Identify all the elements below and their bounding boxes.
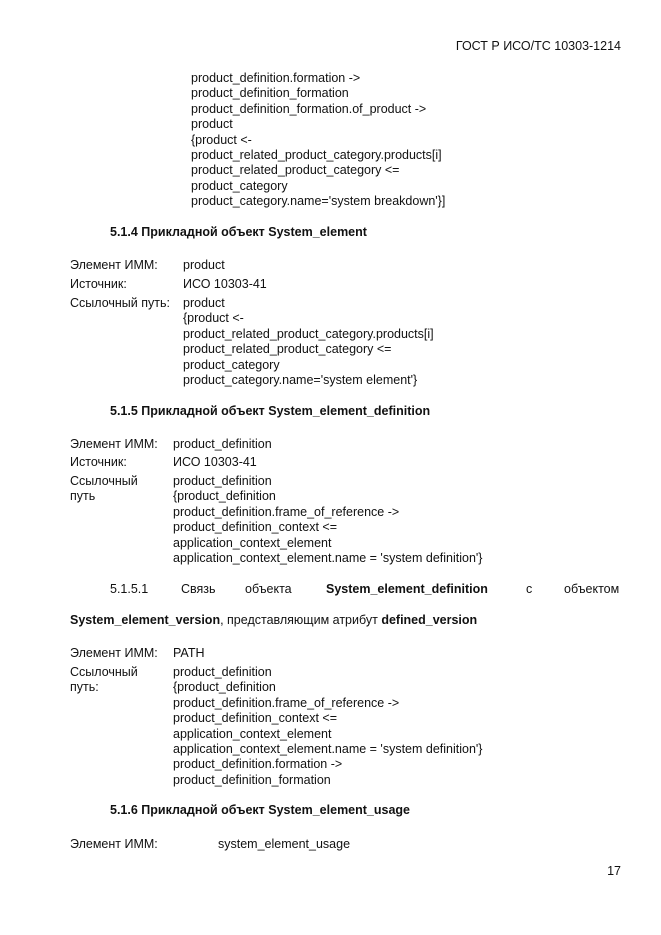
subsection-object-name: System_element_definition bbox=[326, 582, 488, 596]
subsection-number: 5.1.5.1 bbox=[110, 582, 149, 596]
related-object-name: System_element_version bbox=[70, 613, 221, 627]
path-line: product_definition bbox=[173, 474, 272, 488]
path-line: product bbox=[183, 296, 225, 310]
path-line: product_definition_context <= bbox=[173, 520, 338, 535]
aim-element-label: Элемент ИММ: bbox=[70, 437, 158, 451]
aim-element-value: PATH bbox=[173, 646, 205, 660]
path-line: product_category.name='system breakdown'}] bbox=[191, 194, 446, 209]
path-line: {product_definition bbox=[173, 680, 276, 695]
reference-path bbox=[173, 474, 482, 566]
aim-element-value: product_definition bbox=[173, 437, 272, 451]
aim-element-label: Элемент ИММ: bbox=[70, 837, 158, 851]
path-line: product_definition_context <= bbox=[173, 711, 338, 726]
path-line: product_related_product_category.products[i] bbox=[191, 148, 442, 163]
subsection-text: , представляющим атрибут bbox=[220, 613, 382, 627]
reference-path-continuation bbox=[191, 71, 445, 210]
path-line: product_category.name='system element'} bbox=[183, 373, 418, 388]
document-id-header: ГОСТ Р ИСО/ТС 10303-1214 bbox=[455, 39, 621, 53]
reference-path-label-line2: путь bbox=[70, 489, 96, 503]
source-value: ИСО 10303-41 bbox=[183, 277, 267, 291]
path-line: application_context_element bbox=[173, 535, 332, 550]
path-line: {product_definition bbox=[173, 489, 276, 504]
subsection-word: объектом bbox=[564, 582, 620, 596]
aim-element-value: system_element_usage bbox=[218, 837, 351, 851]
page-number: 17 bbox=[607, 864, 621, 878]
aim-element-label: Элемент ИММ: bbox=[70, 258, 158, 272]
path-line: product_definition_formation.of_product -> bbox=[191, 101, 427, 116]
path-line: product_related_product_category.products[i] bbox=[183, 326, 434, 341]
source-value: ИСО 10303-41 bbox=[173, 455, 257, 469]
source-label: Источник: bbox=[70, 455, 127, 469]
reference-path-label: Ссылочный путь: bbox=[70, 296, 170, 310]
path-line: {product <- bbox=[183, 311, 244, 326]
path-line: product_definition bbox=[173, 665, 272, 679]
path-line: product_related_product_category <= bbox=[191, 163, 400, 178]
path-line: product_definition_formation bbox=[191, 86, 349, 101]
path-line: product_category bbox=[183, 357, 280, 372]
section-heading-5-1-5: 5.1.5 Прикладной объект System_element_definition bbox=[110, 404, 431, 418]
path-line: product bbox=[191, 117, 233, 132]
path-line: product_definition.frame_of_reference -> bbox=[173, 695, 400, 710]
aim-element-value: product bbox=[183, 258, 225, 272]
section-heading-5-1-4: 5.1.4 Прикладной объект System_element bbox=[110, 225, 367, 239]
path-line: product_definition.formation -> bbox=[191, 71, 361, 85]
attribute-name: defined_version bbox=[381, 613, 478, 627]
reference-path-label-line1: Ссылочный bbox=[70, 474, 138, 488]
path-line: product_definition_formation bbox=[173, 772, 331, 787]
aim-element-label: Элемент ИММ: bbox=[70, 646, 158, 660]
path-line: product_category bbox=[191, 178, 288, 193]
subsection-word: объекта bbox=[245, 582, 292, 596]
path-line: product_related_product_category <= bbox=[183, 342, 392, 357]
reference-path bbox=[173, 665, 482, 788]
path-line: application_context_element.name = 'system definition'} bbox=[173, 742, 483, 757]
section-heading-5-1-6: 5.1.6 Прикладной объект System_element_usage bbox=[110, 803, 411, 817]
subsection-word: с bbox=[526, 582, 533, 596]
path-line: application_context_element bbox=[173, 726, 332, 741]
subsection-line2 bbox=[70, 613, 477, 628]
subsection-word: Связь bbox=[181, 582, 216, 596]
path-line: {product <- bbox=[191, 132, 252, 147]
reference-path-label-line1: Ссылочный bbox=[70, 665, 138, 679]
source-label: Источник: bbox=[70, 277, 127, 291]
reference-path-label-line2: путь: bbox=[70, 680, 99, 694]
reference-path bbox=[183, 296, 434, 388]
path-line: product_definition.frame_of_reference -> bbox=[173, 504, 400, 519]
path-line: product_definition.formation -> bbox=[173, 757, 343, 772]
path-line: application_context_element.name = 'system definition'} bbox=[173, 551, 483, 566]
